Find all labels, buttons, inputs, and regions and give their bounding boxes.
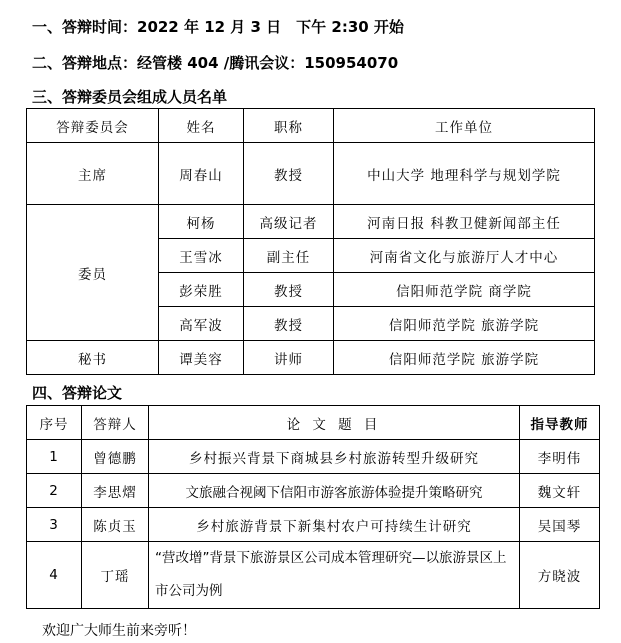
unit-cell: 河南日报 科教卫健新闻部主任 — [334, 205, 595, 239]
header-cell: 答辩人 — [82, 406, 149, 440]
unit-cell: 信阳师范学院 商学院 — [334, 273, 595, 307]
name-cell: 谭美容 — [159, 341, 244, 375]
title-cell: 教授 — [244, 307, 334, 341]
thesis-title-cell: 乡村旅游背景下新集村农户可持续生计研究 — [149, 508, 520, 542]
title-cell: 高级记者 — [244, 205, 334, 239]
table-header-row — [27, 406, 600, 440]
name-cell: 周春山 — [159, 143, 244, 205]
table-row — [27, 341, 595, 375]
table-row — [27, 440, 600, 474]
title-cell: 教授 — [244, 273, 334, 307]
advisor-cell: 魏文轩 — [520, 474, 600, 508]
header-cell: 职称 — [244, 109, 334, 143]
title-cell: 副主任 — [244, 239, 334, 273]
advisor-cell: 吴国琴 — [520, 508, 600, 542]
thesis-title-cell: “营改增”背景下旅游景区公司成本管理研究—以旅游景区上市公司为例 — [149, 542, 520, 609]
table-header-row — [27, 109, 595, 143]
thesis-title-cell: 文旅融合视阈下信阳市游客旅游体验提升策略研究 — [149, 474, 520, 508]
header-cell: 姓名 — [159, 109, 244, 143]
table-row — [27, 508, 600, 542]
number-cell: 1 — [27, 440, 82, 474]
name-cell: 高军波 — [159, 307, 244, 341]
unit-cell: 中山大学 地理科学与规划学院 — [334, 143, 595, 205]
table-row — [27, 542, 600, 609]
number-cell: 2 — [27, 474, 82, 508]
student-cell: 丁瑶 — [82, 542, 149, 609]
table-row — [27, 205, 595, 239]
advisor-cell: 方晓波 — [520, 542, 600, 609]
student-cell: 曾德鹏 — [82, 440, 149, 474]
number-cell: 3 — [27, 508, 82, 542]
section-location: 二、答辩地点：经管楼 404 /腾讯会议：150954070 — [32, 54, 399, 72]
unit-cell: 信阳师范学院 旅游学院 — [334, 341, 595, 375]
number-cell: 4 — [27, 542, 82, 609]
header-cell: 答辩委员会 — [27, 109, 159, 143]
advisor-cell: 李明伟 — [520, 440, 600, 474]
unit-cell: 河南省文化与旅游厅人才中心 — [334, 239, 595, 273]
header-cell: 论 文 题 目 — [149, 406, 520, 440]
section-time: 一、答辩时间：2022 年 12 月 3 日 下午 2:30 开始 — [32, 18, 404, 36]
title-cell: 教授 — [244, 143, 334, 205]
title-cell: 讲师 — [244, 341, 334, 375]
section-committee-heading: 三、答辩委员会组成人员名单 — [32, 88, 228, 106]
header-cell: 工作单位 — [334, 109, 595, 143]
role-cell: 秘书 — [27, 341, 159, 375]
thesis-title-cell: 乡村振兴背景下商城县乡村旅游转型升级研究 — [149, 440, 520, 474]
header-cell: 序号 — [27, 406, 82, 440]
header-cell: 指导教师 — [520, 406, 600, 440]
committee-table — [26, 108, 595, 375]
name-cell: 柯杨 — [159, 205, 244, 239]
name-cell: 王雪冰 — [159, 239, 244, 273]
unit-cell: 信阳师范学院 旅游学院 — [334, 307, 595, 341]
table-row — [27, 143, 595, 205]
student-cell: 陈贞玉 — [82, 508, 149, 542]
role-cell: 委员 — [27, 205, 159, 341]
section-theses-heading: 四、答辩论文 — [32, 384, 123, 402]
student-cell: 李思熠 — [82, 474, 149, 508]
theses-table — [26, 405, 600, 609]
name-cell: 彭荣胜 — [159, 273, 244, 307]
role-cell: 主席 — [27, 143, 159, 205]
footer-note: 欢迎广大师生前来旁听！ — [42, 623, 196, 639]
table-row — [27, 474, 600, 508]
